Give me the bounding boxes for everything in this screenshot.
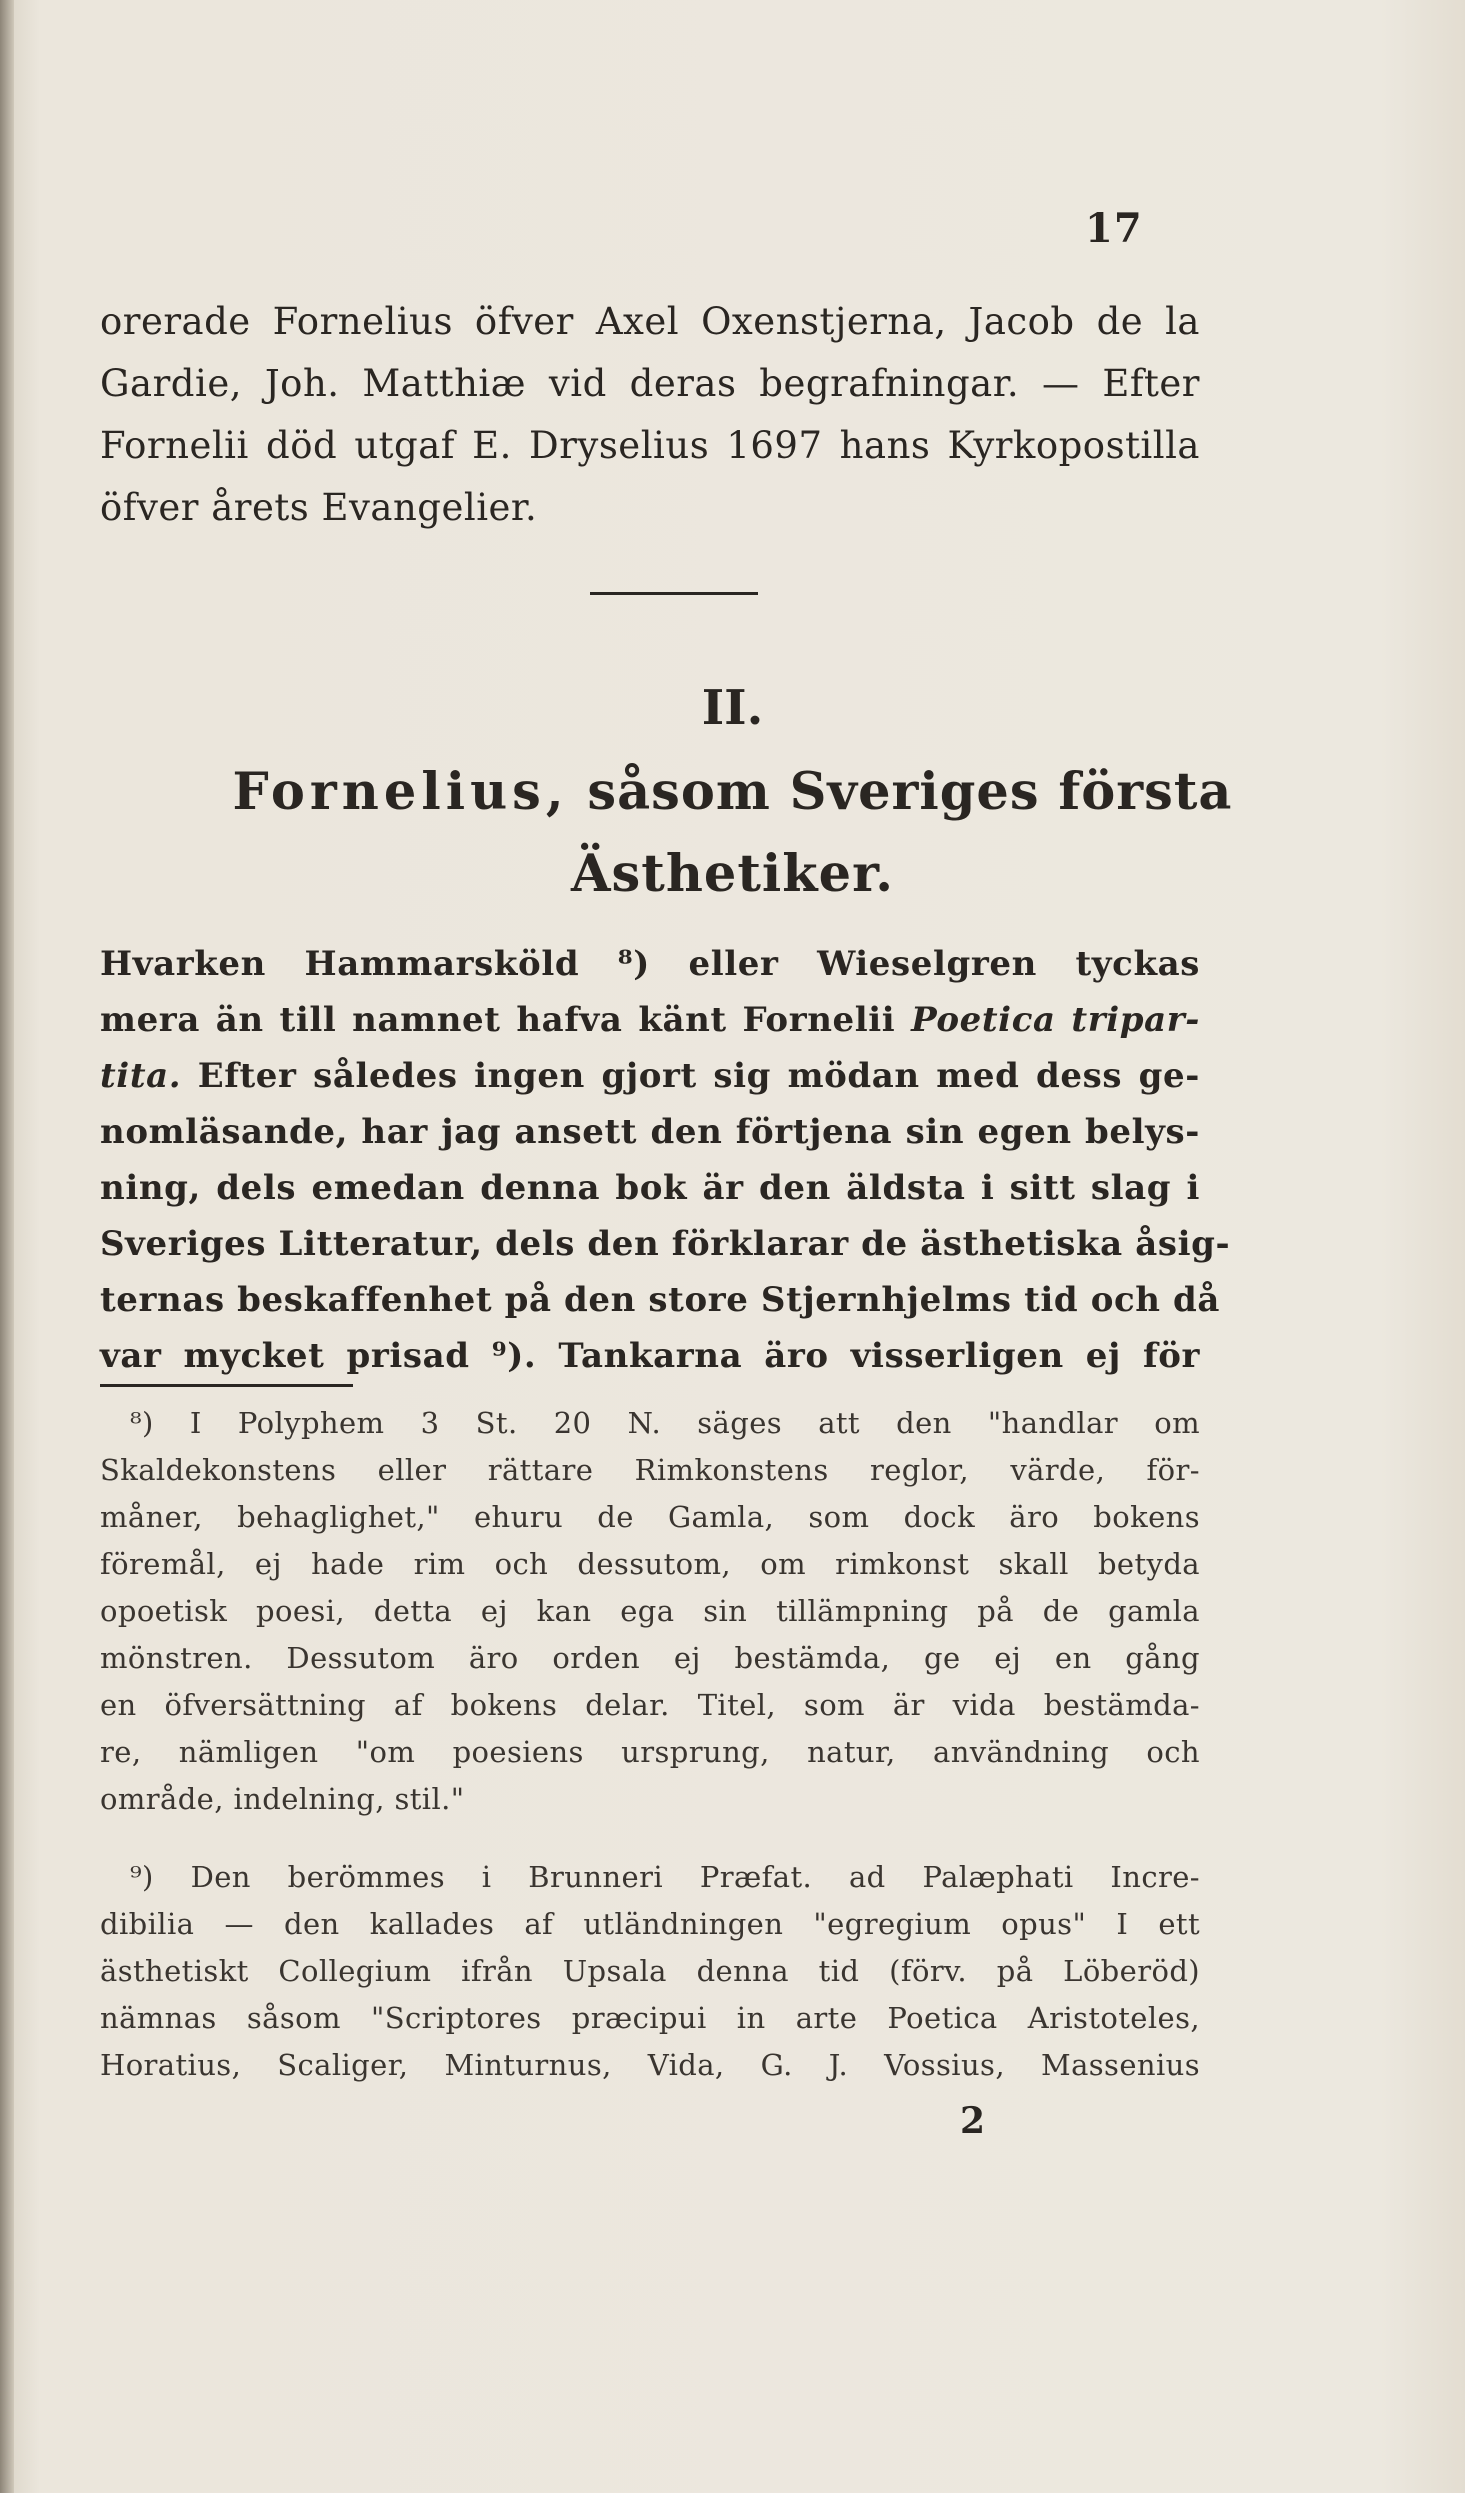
body-line-3-text: Efter således ingen gjort sig mödan med dess ge- <box>181 1056 1200 1096</box>
footnote-8-line-9: område, indelning, stil." <box>100 1782 465 1816</box>
book-title-italic: Poetica tripar- <box>911 1000 1200 1040</box>
top-line-3: Fornelii död utgaf E. Dryselius 1697 hans Kyrkopostilla <box>100 424 1200 467</box>
footnote-divider <box>100 1384 353 1387</box>
page-spine-shadow <box>0 0 14 2493</box>
footnote-9-line-2: dibilia — den kallades af utländningen "egregium opus" I ett <box>100 1907 1200 1941</box>
footnote-8-line-8: re, nämligen "om poesiens ursprung, natur, användning och <box>100 1735 1200 1769</box>
body-line-1: Hvarken Hammarsköld ⁸) eller Wieselgren tyckas <box>100 944 1200 984</box>
section-number: II. <box>701 680 764 736</box>
footnote-8-line-3: måner, behaglighet," ehuru de Gamla, som dock äro bokens <box>100 1500 1200 1534</box>
section-title-line-2: Ästhetiker. <box>570 844 895 904</box>
body-line-5: ning, dels emedan denna bok är den äldsta i sitt slag i <box>100 1168 1200 1208</box>
footnote-8-line-1: ⁸) I Polyphem 3 St. 20 N. säges att den "handlar om <box>130 1406 1200 1440</box>
top-line-1: orerade Fornelius öfver Axel Oxenstjerna, Jacob de la <box>100 300 1200 343</box>
footnote-9-line-5: Horatius, Scaliger, Minturnus, Vida, G. J. Vossius, Massenius <box>100 2048 1200 2082</box>
body-line-6: Sveriges Litteratur, dels den förklarar de ästhetiska åsig- <box>100 1224 1231 1264</box>
footnote-8-line-5: opoetisk poesi, detta ej kan ega sin tillämpning på de gamla <box>100 1594 1200 1628</box>
footnote-9-line-4: nämnas såsom "Scriptores præcipui in arte Poetica Aristoteles, <box>100 2001 1200 2035</box>
page-number: 17 <box>1085 205 1143 252</box>
body-line-2 <box>100 1000 1200 1040</box>
body-line-4: nomläsande, har jag ansett den förtjena sin egen belys- <box>100 1112 1200 1152</box>
footnote-9-line-1: ⁹) Den berömmes i Brunneri Præfat. ad Palæphati Incre- <box>130 1860 1200 1894</box>
section-title-rest: såsom Sveriges första <box>568 762 1233 822</box>
footnote-8-line-4: föremål, ej hade rim och dessutom, om rimkonst skall betyda <box>100 1547 1200 1581</box>
section-divider <box>590 592 758 595</box>
section-title-line-1 <box>0 762 1465 822</box>
book-title-italic-cont: tita. <box>100 1056 182 1096</box>
body-line-7: ternas beskaffenhet på den store Stjernhjelms tid och då <box>100 1280 1221 1320</box>
signature-mark: 2 <box>960 2100 986 2142</box>
footnote-8-line-7: en öfversättning af bokens delar. Titel, som är vida bestämda- <box>100 1688 1200 1722</box>
body-line-8: var mycket prisad ⁹). Tankarna äro visserligen ej för <box>100 1336 1200 1376</box>
section-title-name: Fornelius, <box>232 762 569 822</box>
footnote-9-line-3: ästhetiskt Collegium ifrån Upsala denna tid (förv. på Löberöd) <box>100 1954 1200 1988</box>
top-line-4: öfver årets Evangelier. <box>100 486 538 529</box>
footnote-8-line-2: Skaldekonstens eller rättare Rimkonstens reglor, värde, för- <box>100 1453 1200 1487</box>
body-line-2-text: mera än till namnet hafva känt Fornelii <box>100 1000 912 1040</box>
top-line-2: Gardie, Joh. Matthiæ vid deras begrafningar. — Efter <box>100 362 1200 405</box>
footnote-8-line-6: mönstren. Dessutom äro orden ej bestämda, ge ej en gång <box>100 1641 1200 1675</box>
body-line-3 <box>100 1056 1200 1096</box>
